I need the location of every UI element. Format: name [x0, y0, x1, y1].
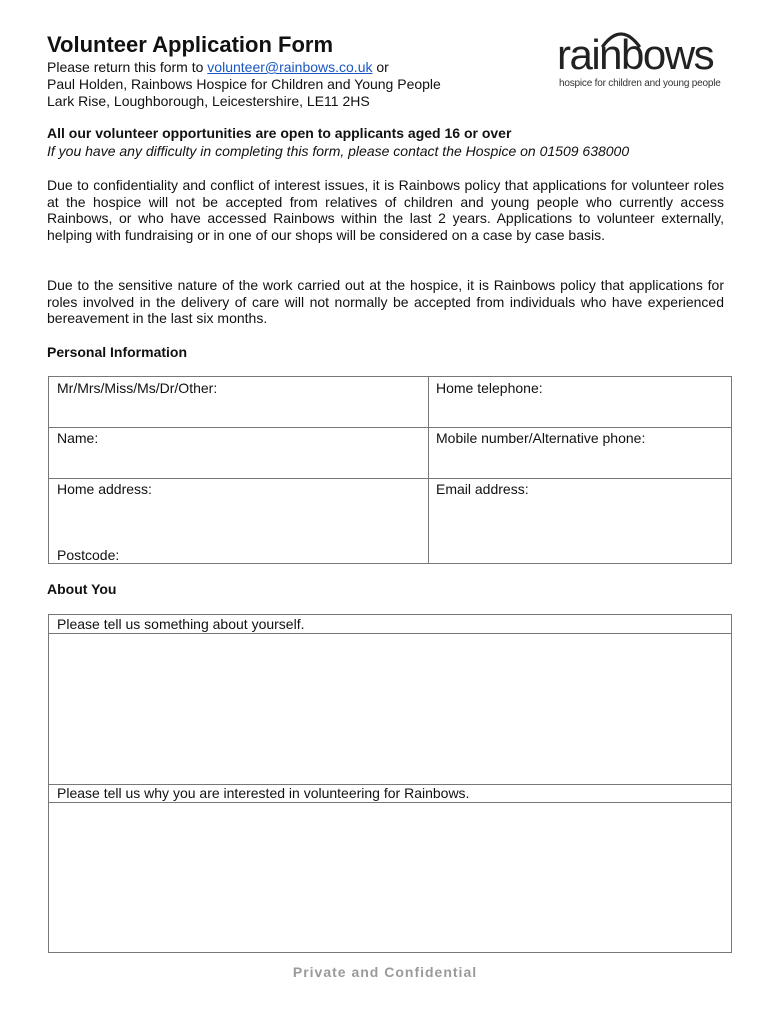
- personal-info-table: [48, 376, 732, 564]
- bereavement-policy: Due to the sensitive nature of the work carried out at the hospice, it is Rainbows policy that applications for roles involved in the delivery of care will not normally be accepted from individuals who have experienced bereavement in the last six months.: [47, 277, 724, 326]
- postcode-field[interactable]: Postcode:: [57, 547, 120, 563]
- return-suffix: or: [372, 59, 389, 75]
- age-requirement-notice: All our volunteer opportunities are open to applicants aged 16 or over: [47, 125, 512, 141]
- about-yourself-answer-area[interactable]: [49, 634, 731, 784]
- about-you-table: [48, 614, 732, 953]
- personal-info-heading: Personal Information: [47, 344, 188, 360]
- title-field[interactable]: Mr/Mrs/Miss/Ms/Dr/Other:: [57, 380, 218, 396]
- table-divider: [428, 377, 429, 563]
- home-telephone-field[interactable]: Home telephone:: [436, 380, 543, 396]
- volunteer-email-link[interactable]: volunteer@rainbows.co.uk: [207, 59, 373, 75]
- mobile-number-field[interactable]: Mobile number/Alternative phone:: [436, 430, 646, 446]
- table-divider: [49, 427, 731, 428]
- volunteering-interest-prompt: Please tell us why you are interested in volunteering for Rainbows.: [57, 785, 470, 801]
- table-divider: [49, 478, 731, 479]
- confidentiality-policy: Due to confidentiality and conflict of interest issues, it is Rainbows policy that applications for volunteer roles at the hospice will not be accepted from relatives of children and young people who currently access Rainbows, or who have accessed Rainbows within the last 2 years. Applications to volunteer externally, helping with fundraising or in one of our shops will be considered on a case by case basis.: [47, 177, 724, 243]
- rainbows-logo: [556, 26, 722, 92]
- volunteering-interest-answer-area[interactable]: [49, 803, 731, 952]
- email-address-field[interactable]: Email address:: [436, 481, 529, 497]
- return-address-line-1: Paul Holden, Rainbows Hospice for Children and Young People: [47, 76, 441, 92]
- footer-confidential: Private and Confidential: [292, 964, 478, 980]
- home-address-field[interactable]: Home address:: [57, 481, 152, 497]
- about-yourself-prompt: Please tell us something about yourself.: [57, 616, 305, 632]
- name-field[interactable]: Name:: [57, 430, 99, 446]
- logo-wordmark: rainbows: [557, 31, 714, 78]
- about-you-heading: About You: [47, 581, 117, 597]
- contact-notice: If you have any difficulty in completing this form, please contact the Hospice on 01509 638000: [47, 143, 630, 159]
- return-instructions: [47, 59, 389, 76]
- page-title: Volunteer Application Form: [47, 32, 334, 57]
- return-address-line-2: Lark Rise, Loughborough, Leicestershire, LE11 2HS: [47, 93, 370, 109]
- logo-tagline: hospice for children and young people: [559, 78, 721, 89]
- return-prefix: Please return this form to: [47, 59, 208, 75]
